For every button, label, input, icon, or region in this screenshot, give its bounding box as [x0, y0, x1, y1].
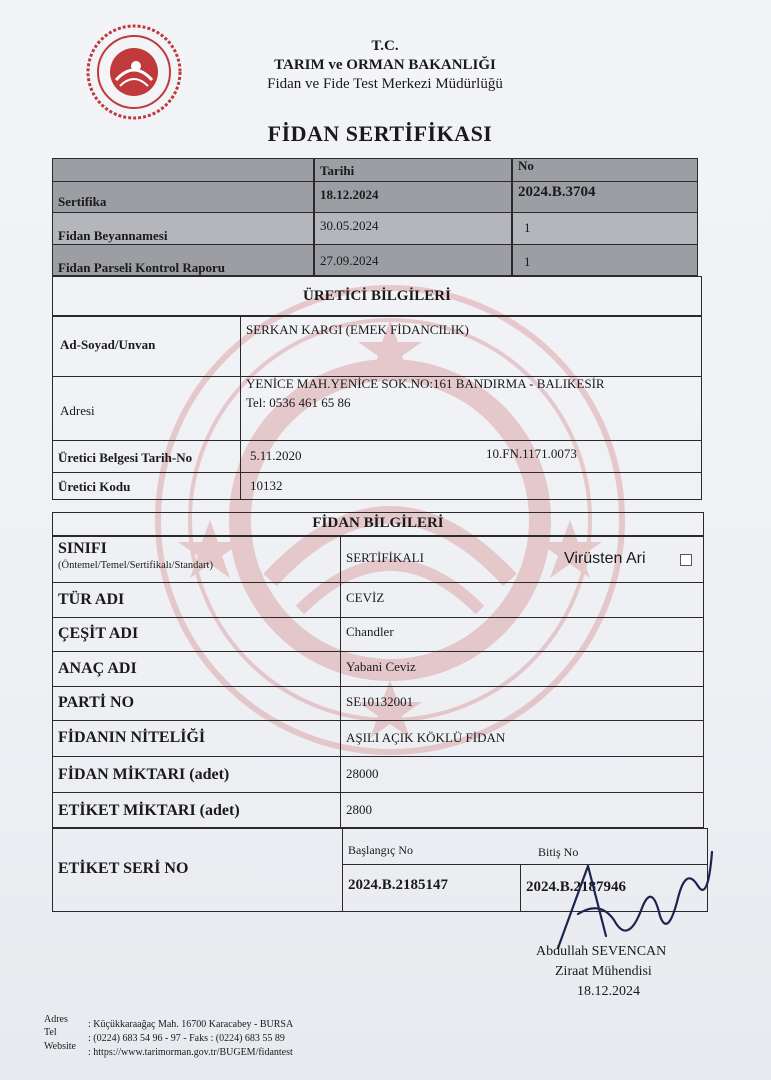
species-value: CEVİZ: [346, 590, 385, 605]
class-value: SERTİFİKALI: [346, 550, 424, 565]
divider: [52, 792, 704, 793]
col-no-label: No: [518, 158, 534, 173]
document-title: FİDAN SERTİFİKASI: [267, 121, 493, 146]
address-label: Adresi: [60, 403, 95, 418]
divider: [52, 617, 704, 618]
footer-web-label: Website: [44, 1041, 76, 1052]
declaration-label: Fidan Beyannamesi: [58, 228, 168, 243]
footer-web-value[interactable]: : https://www.tarimorman.gov.tr/BUGEM/fidantest: [88, 1047, 293, 1058]
label-quantity-label: ETİKET MİKTARI (adet): [58, 802, 240, 819]
signatory-date: 18.12.2024: [577, 984, 640, 999]
name-label: Ad-Soyad/Unvan: [60, 337, 156, 352]
serial-end-label: Bitiş No: [538, 845, 579, 859]
parcel-report-no: 1: [524, 254, 531, 269]
divider: [52, 651, 704, 652]
divider: [52, 212, 698, 213]
divider: [520, 864, 521, 912]
quality-label: FİDANIN NİTELİĞİ: [58, 729, 206, 746]
divider: [52, 472, 702, 473]
declaration-date: 30.05.2024: [320, 218, 379, 233]
producer-cert-no: 10.FN.1171.0073: [486, 446, 577, 461]
certificate-label: Sertifika: [58, 194, 107, 209]
variety-value: Chandler: [346, 624, 394, 639]
divider: [52, 440, 702, 441]
top-table-col3: [512, 158, 698, 276]
header-directorate: Fidan ve Fide Test Merkezi Müdürlüğü: [267, 76, 503, 92]
serial-end-value: 2024.B.2187946: [526, 879, 627, 895]
declaration-no: 1: [524, 220, 531, 235]
quantity-label: FİDAN MİKTARI (adet): [58, 766, 230, 783]
divider: [52, 686, 704, 687]
producer-cert-label: Üretici Belgesi Tarih-No: [58, 450, 193, 465]
lot-no-label: PARTİ NO: [58, 694, 135, 711]
col-date-label: Tarihi: [320, 163, 355, 178]
lot-no-value: SE10132001: [346, 694, 414, 709]
species-label: TÜR ADI: [58, 591, 125, 608]
serial-label: ETİKET SERİ NO: [58, 860, 189, 877]
class-sublabel: (Öntemel/Temel/Sertifikalı/Standart): [58, 560, 213, 571]
parcel-report-label: Fidan Parseli Kontrol Raporu: [58, 260, 225, 275]
serial-start-value: 2024.B.2185147: [348, 877, 449, 893]
header-tc: T.C.: [371, 38, 399, 54]
top-table-col1: [52, 158, 314, 276]
sapling-heading: FİDAN BİLGİLERİ: [312, 515, 444, 531]
variety-label: ÇEŞİT ADI: [58, 625, 139, 642]
divider: [52, 244, 698, 245]
footer-address-label: Adres: [44, 1014, 68, 1025]
producer-code-label: Üretici Kodu: [58, 479, 131, 494]
producer-code-value: 10132: [250, 478, 283, 493]
divider: [52, 582, 704, 583]
signatory-title: Ziraat Mühendisi: [555, 964, 652, 979]
producer-cert-date: 5.11.2020: [250, 448, 302, 463]
name-value: SERKAN KARGI (EMEK FİDANCILIK): [246, 322, 469, 337]
certificate-no: 2024.B.3704: [518, 184, 596, 200]
rootstock-value: Yabani Ceviz: [346, 659, 416, 674]
divider: [342, 828, 343, 912]
rootstock-label: ANAÇ ADI: [58, 660, 137, 677]
serial-start-label: Başlangıç No: [348, 843, 413, 857]
certificate-date: 18.12.2024: [320, 187, 379, 202]
virus-free-checkbox[interactable]: [680, 554, 692, 566]
address-line1: YENİCE MAH.YENİCE SOK.NO:161 BANDIRMA - BALIKESİR: [246, 376, 605, 391]
virus-free-label: Virüsten Ari: [564, 550, 646, 567]
footer-tel-label: Tel: [44, 1027, 57, 1038]
address-line2: Tel: 0536 461 65 86: [246, 395, 351, 410]
class-label: SINIFI: [58, 540, 107, 557]
header-ministry: TARIM ve ORMAN BAKANLIĞI: [274, 57, 496, 73]
producer-heading: ÜRETİCİ BİLGİLERİ: [303, 288, 451, 304]
footer-address-value: : Küçükkaraağaç Mah. 16700 Karacabey - BURSA: [88, 1019, 294, 1030]
signatory-name: Abdullah SEVENCAN: [536, 944, 667, 959]
quality-value: AŞILI AÇIK KÖKLÜ FİDAN: [346, 730, 506, 745]
divider: [340, 536, 341, 828]
parcel-report-date: 27.09.2024: [320, 253, 379, 268]
divider: [52, 756, 704, 757]
divider: [52, 720, 704, 721]
sapling-table: [52, 536, 704, 828]
quantity-value: 28000: [346, 766, 379, 781]
label-quantity-value: 2800: [346, 802, 372, 817]
ministry-logo: [86, 24, 182, 120]
footer-tel-value: : (0224) 683 54 96 - 97 - Faks : (0224) 683 55 89: [88, 1033, 285, 1044]
handwritten-signature: [548, 836, 718, 956]
